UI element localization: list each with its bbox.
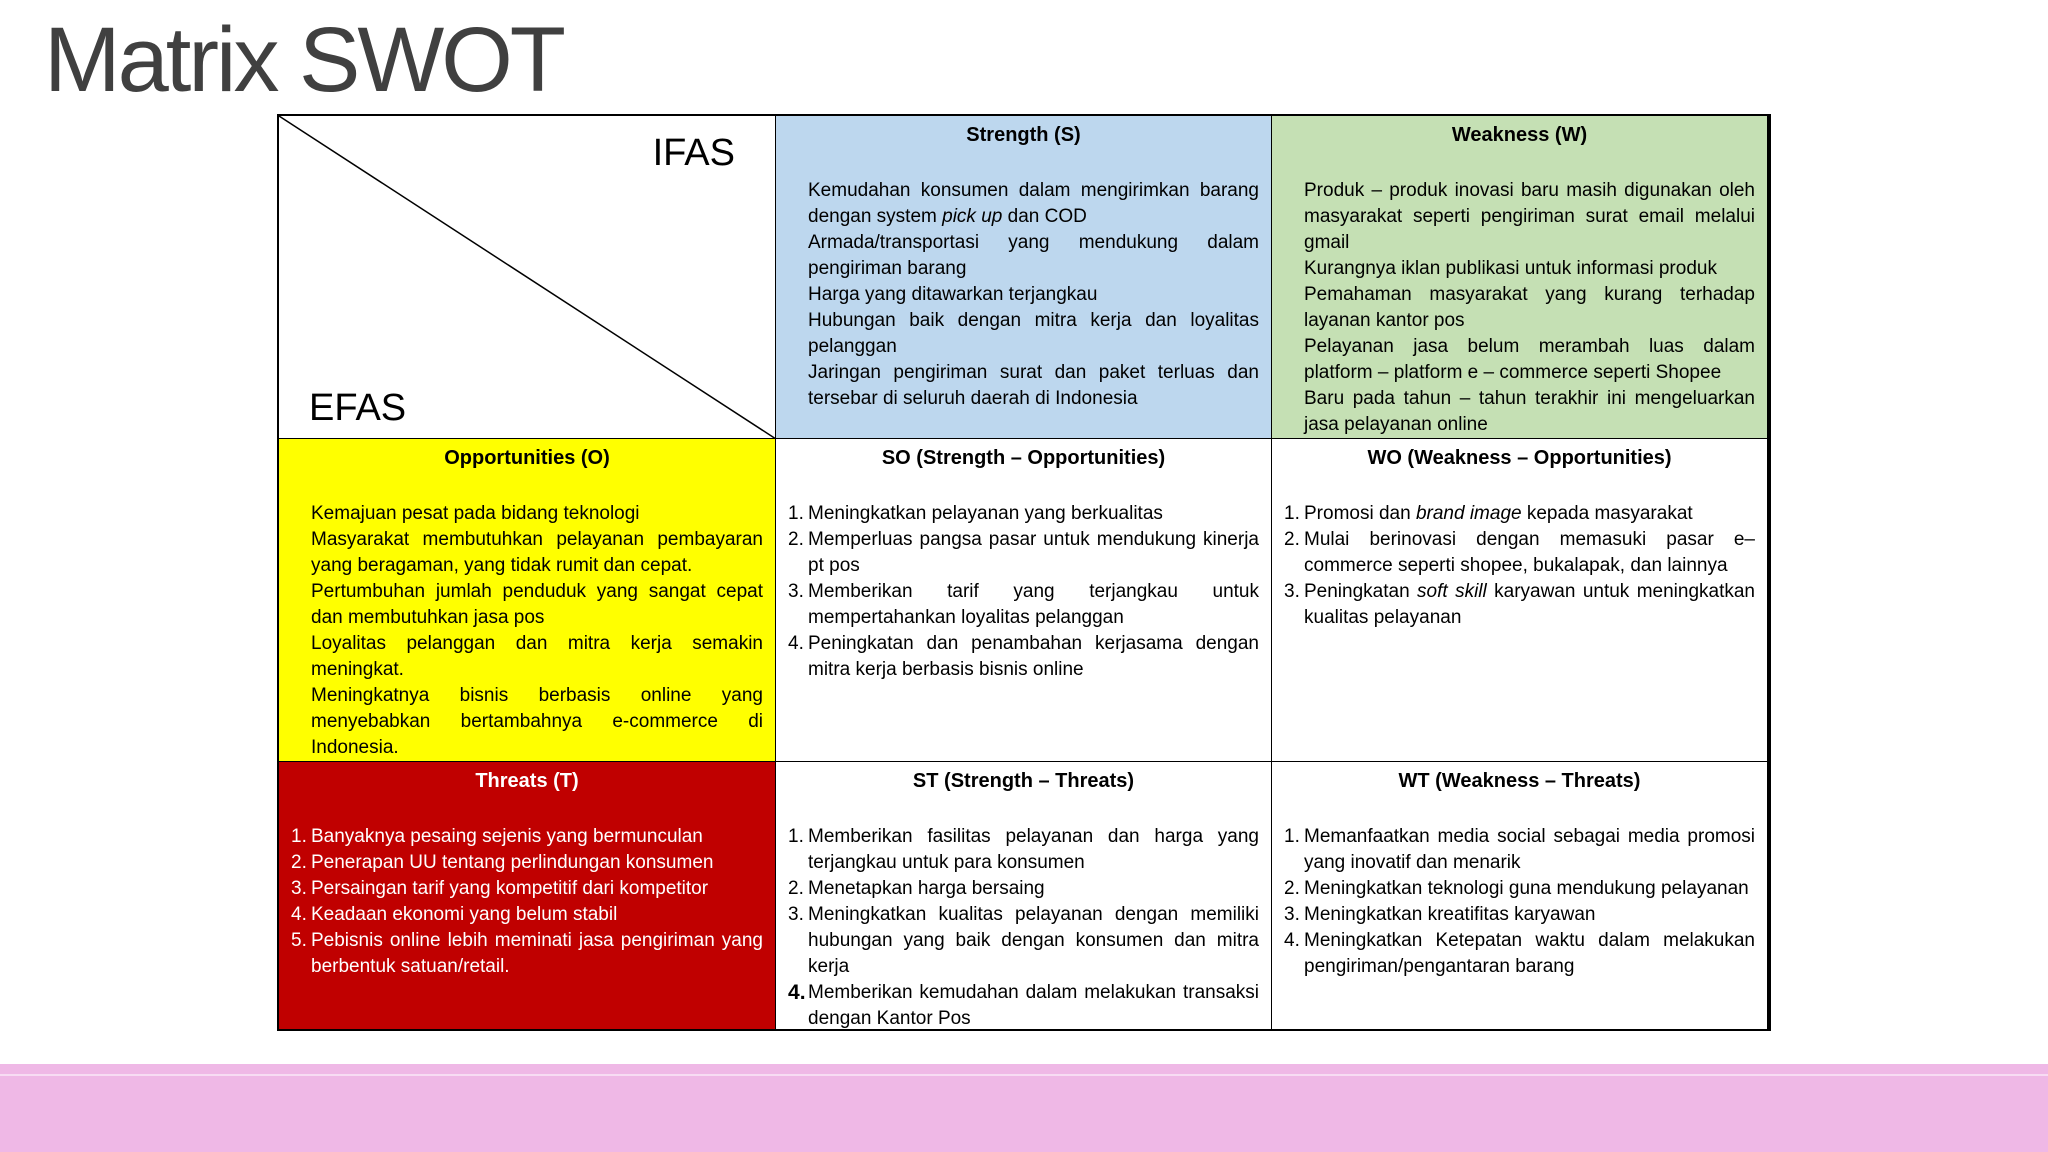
- text-segment: kepada masyarakat: [1521, 503, 1693, 524]
- list-item: [1304, 579, 1755, 631]
- list-item: Kemajuan pesat pada bidang teknologi: [311, 503, 640, 524]
- list-item: Memanfaatkan media social sebagai media promosi yang inovatif dan menarik: [1304, 826, 1755, 873]
- list-item: Meningkatnya bisnis berbasis online yang menyebabkan bertambahnya e-commerce di Indonesia.: [311, 685, 763, 758]
- list-item: Banyaknya pesaing sejenis yang bermunculan: [311, 826, 703, 847]
- list-item: Meningkatkan pelayanan yang berkualitas: [808, 503, 1163, 524]
- text-segment: Kemudahan konsumen dalam mengirimkan barang dengan system: [808, 180, 1259, 227]
- italic-term: brand image: [1415, 503, 1522, 524]
- list-item: Memperluas pangsa pasar untuk mendukung kinerja pt pos: [808, 529, 1259, 576]
- text-segment: dan COD: [1002, 206, 1087, 227]
- list-item: Memberikan fasilitas pelayanan dan harga yang terjangkau untuk para konsumen: [808, 826, 1259, 873]
- list-item: [1304, 501, 1755, 527]
- footer-band: [0, 1064, 2048, 1152]
- list-item: Harga yang ditawarkan terjangkau: [808, 284, 1098, 305]
- st-list: [788, 824, 1259, 1029]
- list-item: Hubungan baik dengan mitra kerja dan loyalitas pelanggan: [808, 310, 1259, 357]
- swot-matrix-table: [277, 114, 1771, 1031]
- list-item: Peningkatan dan penambahan kerjasama dengan mitra kerja berbasis bisnis online: [808, 633, 1259, 680]
- list-item: Meningkatkan kualitas pelayanan dengan memiliki hubungan yang baik dengan konsumen dan mitra kerja: [808, 904, 1259, 977]
- list-item: Pelayanan jasa belum merambah luas dalam platform – platform e – commerce seperti Shopee: [1304, 336, 1755, 383]
- opportunities-heading: Opportunities (O): [444, 447, 610, 469]
- text-segment: karyawan untuk meningkatkan kualitas pelayanan: [1304, 581, 1755, 628]
- list-item: Meningkatkan Ketepatan waktu dalam melakukan pengiriman/pengantaran barang: [1304, 930, 1755, 977]
- ifas-efas-corner-cell: [279, 116, 776, 439]
- wo-strategy-cell: [1272, 439, 1767, 762]
- st-heading: ST (Strength – Threats): [912, 770, 1135, 792]
- list-item: Kurangnya iklan publikasi untuk informasi produk: [1304, 258, 1717, 279]
- opportunities-cell: [279, 439, 776, 762]
- list-item: Meningkatkan kreatifitas karyawan: [1304, 904, 1596, 925]
- text-segment: Peningkatan: [1304, 581, 1418, 602]
- wo-list: [1284, 501, 1755, 631]
- italic-term: pick up: [942, 206, 1003, 227]
- list-item: Pebisnis online lebih meminati jasa pengiriman yang berbentuk satuan/retail.: [311, 930, 763, 977]
- slide-title: Matrix SWOT: [44, 9, 563, 111]
- threats-heading: Threats (T): [475, 770, 579, 792]
- threats-list: [291, 824, 763, 980]
- weakness-heading: Weakness (W): [1451, 124, 1588, 146]
- efas-label: EFAS: [309, 387, 407, 429]
- so-heading: SO (Strength – Opportunities): [881, 447, 1166, 469]
- st-strategy-cell: [776, 762, 1272, 1029]
- strength-heading: Strength (S): [966, 124, 1081, 146]
- wt-strategy-cell: [1272, 762, 1767, 1029]
- so-strategy-cell: [776, 439, 1272, 762]
- list-item: Menetapkan harga bersaing: [808, 878, 1045, 899]
- list-item: Baru pada tahun – tahun terakhir ini mengeluarkan jasa pelayanan online: [1304, 388, 1755, 435]
- italic-term: soft skill: [1417, 581, 1487, 602]
- list-item: Memberikan tarif yang terjangkau untuk mempertahankan loyalitas pelanggan: [808, 581, 1259, 628]
- list-item: Armada/transportasi yang mendukung dalam pengiriman barang: [808, 232, 1259, 279]
- list-item: [808, 178, 1259, 230]
- list-item: Pemahaman masyarakat yang kurang terhadap layanan kantor pos: [1304, 284, 1755, 331]
- list-item: Produk – produk inovasi baru masih digunakan oleh masyarakat seperti pengiriman surat email melalui gmail: [1304, 180, 1755, 253]
- weakness-list: [1284, 178, 1755, 438]
- text-segment: Promosi dan: [1304, 503, 1416, 524]
- strength-list: [788, 178, 1259, 412]
- footer-divider: [0, 1074, 2048, 1076]
- list-item: Mulai berinovasi dengan memasuki pasar e– commerce seperti shopee, bukalapak, dan lainnya: [1304, 529, 1755, 576]
- list-item: Jaringan pengiriman surat dan paket terluas dan tersebar di seluruh daerah di Indonesia: [808, 362, 1259, 409]
- list-item: Loyalitas pelanggan dan mitra kerja semakin meningkat.: [311, 633, 763, 680]
- threats-cell: [279, 762, 776, 1029]
- ifas-label: IFAS: [652, 132, 735, 174]
- list-item: Penerapan UU tentang perlindungan konsumen: [311, 852, 714, 873]
- list-item: Persaingan tarif yang kompetitif dari kompetitor: [311, 878, 709, 899]
- list-item: Masyarakat membutuhkan pelayanan pembayaran yang beragaman, yang tidak rumit dan cepat.: [311, 529, 763, 576]
- list-item: Pertumbuhan jumlah penduduk yang sangat cepat dan membutuhkan jasa pos: [311, 581, 763, 628]
- wt-list: [1284, 824, 1755, 980]
- opportunities-list: [291, 501, 763, 761]
- wt-heading: WT (Weakness – Threats): [1398, 770, 1641, 792]
- strength-cell: [776, 116, 1272, 439]
- list-item: Memberikan kemudahan dalam melakukan transaksi dengan Kantor Pos: [808, 982, 1259, 1029]
- list-item: Meningkatkan teknologi guna mendukung pelayanan: [1304, 878, 1749, 899]
- list-item: Keadaan ekonomi yang belum stabil: [311, 904, 618, 925]
- so-list: [788, 501, 1259, 683]
- weakness-cell: [1272, 116, 1767, 439]
- wo-heading: WO (Weakness – Opportunities): [1367, 447, 1672, 469]
